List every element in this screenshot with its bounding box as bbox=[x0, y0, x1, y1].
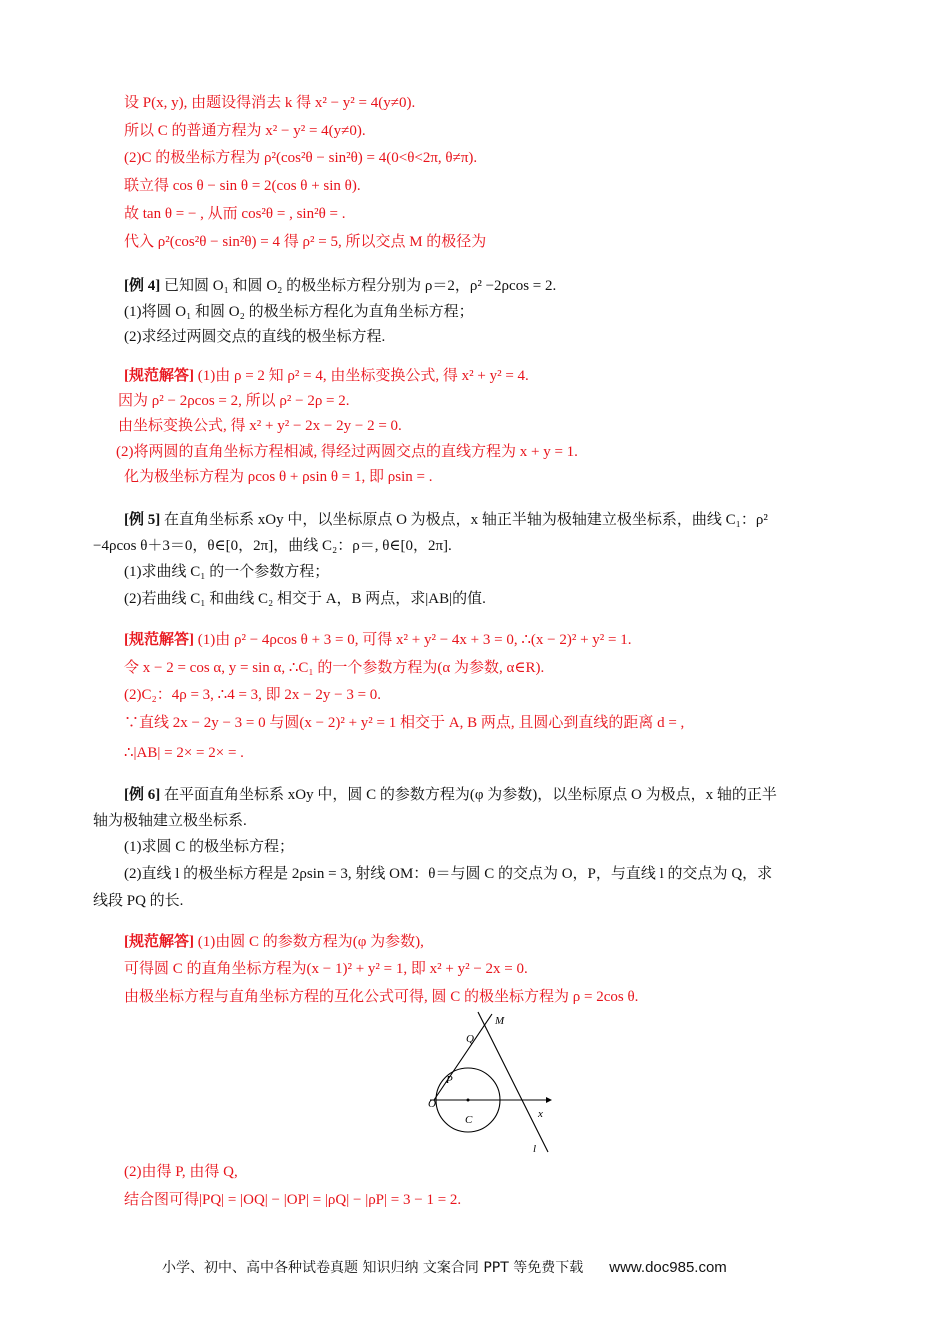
text-line bbox=[124, 785, 777, 805]
footer-url[interactable]: www.doc985.com bbox=[609, 1259, 727, 1276]
line-text: (1)由 ρ² − 4ρcos θ + 3 = 0, 可得 x² + y² − 4x + 3 = 0, ∴(x − 2)² + y² = 1. bbox=[194, 632, 632, 648]
line-text: 代入 ρ²(cos²θ − sin²θ) = 4 得 ρ² = 5, 所以交点 M 的极径为 bbox=[124, 234, 487, 250]
text-line bbox=[124, 1190, 461, 1210]
example-tag: [例 6] bbox=[124, 787, 161, 803]
text-line bbox=[124, 204, 345, 224]
text-line bbox=[124, 93, 415, 113]
line-text: (2)直线 l 的极坐标方程是 2ρsin = 3, 射线 OM：θ＝与圆 C 的交点为 O，P，与直线 l 的交点为 Q，求 bbox=[124, 866, 773, 882]
text-line bbox=[124, 302, 474, 322]
text-line bbox=[124, 959, 528, 979]
text-line bbox=[116, 442, 578, 462]
text-line bbox=[93, 536, 452, 556]
line-text: 令 x − 2 = cos α, y = sin α, ∴C₁ 的一个参数方程为(α 为参数, α∈R). bbox=[124, 660, 545, 676]
text-line bbox=[124, 589, 486, 609]
line-text: (2)若曲线 C₁ 和曲线 C₂ 相交于 A，B 两点，求|AB|的值. bbox=[124, 591, 486, 607]
line-text: ∴|AB| = 2× = 2× = . bbox=[124, 745, 244, 761]
line-text: 在直角坐标系 xOy 中，以坐标原点 O 为极点，x 轴正半轴为极轴建立极坐标系，曲线 C₁：ρ² bbox=[160, 512, 768, 528]
line-text: (2)C 的极坐标方程为 ρ²(cos²θ − sin²θ) = 4(0<θ<2π, θ≠π). bbox=[124, 150, 478, 166]
text-line bbox=[124, 685, 381, 705]
label-q: Q bbox=[466, 1033, 474, 1045]
text-line bbox=[124, 327, 385, 347]
line-l bbox=[478, 1012, 548, 1152]
text-line bbox=[118, 391, 350, 411]
label-l: l bbox=[533, 1143, 537, 1155]
label-x: x bbox=[538, 1108, 543, 1120]
example-tag: [例 5] bbox=[124, 512, 161, 528]
line-text: (1)由圆 C 的参数方程为(φ 为参数), bbox=[194, 934, 424, 950]
line-text: 设 P(x, y), 由题设得消去 k 得 x² − y² = 4(y≠0). bbox=[124, 95, 416, 111]
text-line bbox=[124, 658, 544, 678]
text-line bbox=[124, 467, 432, 487]
geometry-figure bbox=[418, 1010, 568, 1160]
text-line bbox=[124, 837, 294, 857]
label-p: P bbox=[446, 1074, 453, 1086]
text-line bbox=[124, 630, 632, 650]
line-text: (1)由 ρ = 2 知 ρ² = 4, 由坐标变换公式, 得 x² + y² = 4. bbox=[194, 368, 529, 384]
line-text: 轴为极轴建立极坐标系. bbox=[93, 813, 247, 829]
text-line bbox=[124, 176, 361, 196]
text-line bbox=[124, 743, 244, 763]
line-text: (1)求曲线 C₁ 的一个参数方程； bbox=[124, 564, 330, 580]
example-tag: [规范解答] bbox=[124, 632, 194, 648]
example-tag: [规范解答] bbox=[124, 368, 194, 384]
text-line bbox=[124, 510, 768, 530]
line-text: 在平面直角坐标系 xOy 中，圆 C 的参数方程为(φ 为参数)，以坐标原点 O 为极点，x 轴的正半 bbox=[160, 787, 777, 803]
line-text: 结合图可得|PQ| = |OQ| − |OP| = |ρQ| − |ρP| = 3 − 1 = 2. bbox=[124, 1192, 462, 1208]
text-line bbox=[124, 1162, 238, 1182]
text-line bbox=[118, 416, 402, 436]
line-text: (2)将两圆的直角坐标方程相减, 得经过两圆交点的直线方程为 x + y = 1. bbox=[116, 444, 578, 460]
label-m: M bbox=[495, 1015, 505, 1027]
line-text: 化为极坐标方程为 ρcos θ + ρsin θ = 1, 即 ρsin = . bbox=[124, 469, 433, 485]
line-text: 所以 C 的普通方程为 x² − y² = 4(y≠0). bbox=[124, 123, 366, 139]
label-c: C bbox=[465, 1114, 473, 1126]
text-line bbox=[124, 864, 772, 884]
text-line bbox=[124, 148, 477, 168]
footer-text: 小学、初中、高中各种试卷真题 知识归纳 文案合同 PPT 等免费下载 bbox=[162, 1260, 584, 1276]
text-line bbox=[124, 562, 329, 582]
text-line bbox=[93, 811, 247, 831]
line-text: 由极坐标方程与直角坐标方程的互化公式可得, 圆 C 的极坐标方程为 ρ = 2cos θ. bbox=[124, 989, 639, 1005]
line-text: (1)将圆 O₁ 和圆 O₂ 的极坐标方程化为直角坐标方程； bbox=[124, 304, 474, 320]
line-text: −4ρcos θ＋3＝0，θ∈[0，2π]，曲线 C₂：ρ＝, θ∈[0，2π]. bbox=[93, 538, 452, 554]
text-line bbox=[124, 987, 638, 1007]
line-text: 已知圆 O₁ 和圆 O₂ 的极坐标方程分别为 ρ＝2，ρ² −2ρcos = 2. bbox=[160, 278, 557, 294]
text-line bbox=[124, 121, 366, 141]
line-text: 可得圆 C 的直角坐标方程为(x − 1)² + y² = 1, 即 x² + y² − 2x = 0. bbox=[124, 961, 528, 977]
line-text: 因为 ρ² − 2ρcos = 2, 所以 ρ² − 2ρ = 2. bbox=[118, 393, 350, 409]
text-line bbox=[124, 276, 556, 296]
text-line bbox=[124, 713, 684, 733]
center-point-c bbox=[467, 1099, 470, 1102]
x-axis-arrow bbox=[546, 1097, 552, 1103]
line-text: (2)C₂：4ρ = 3, ∴4 = 3, 即 2x − 2y − 3 = 0. bbox=[124, 687, 382, 703]
line-text: 线段 PQ 的长. bbox=[93, 893, 184, 909]
example-tag: [规范解答] bbox=[124, 934, 194, 950]
ray-om bbox=[434, 1014, 492, 1100]
text-line bbox=[124, 232, 486, 252]
page-footer bbox=[162, 1257, 727, 1277]
text-line bbox=[124, 366, 529, 386]
example-tag: [例 4] bbox=[124, 278, 161, 294]
line-text: (2)求经过两圆交点的直线的极坐标方程. bbox=[124, 329, 386, 345]
line-text: 联立得 cos θ − sin θ = 2(cos θ + sin θ). bbox=[124, 178, 361, 194]
line-text: ∵直线 2x − 2y − 3 = 0 与圆(x − 2)² + y² = 1 相交于 A, B 两点, 且圆心到直线的距离 d = , bbox=[124, 715, 685, 731]
label-o: O bbox=[428, 1098, 436, 1110]
line-text: (1)求圆 C 的极坐标方程； bbox=[124, 839, 294, 855]
line-text: 故 tan θ = − , 从而 cos²θ = , sin²θ = . bbox=[124, 206, 346, 222]
text-line bbox=[93, 891, 183, 911]
line-text: 由坐标变换公式, 得 x² + y² − 2x − 2y − 2 = 0. bbox=[118, 418, 402, 434]
text-line bbox=[124, 932, 424, 952]
line-text: (2)由得 P, 由得 Q, bbox=[124, 1164, 238, 1180]
